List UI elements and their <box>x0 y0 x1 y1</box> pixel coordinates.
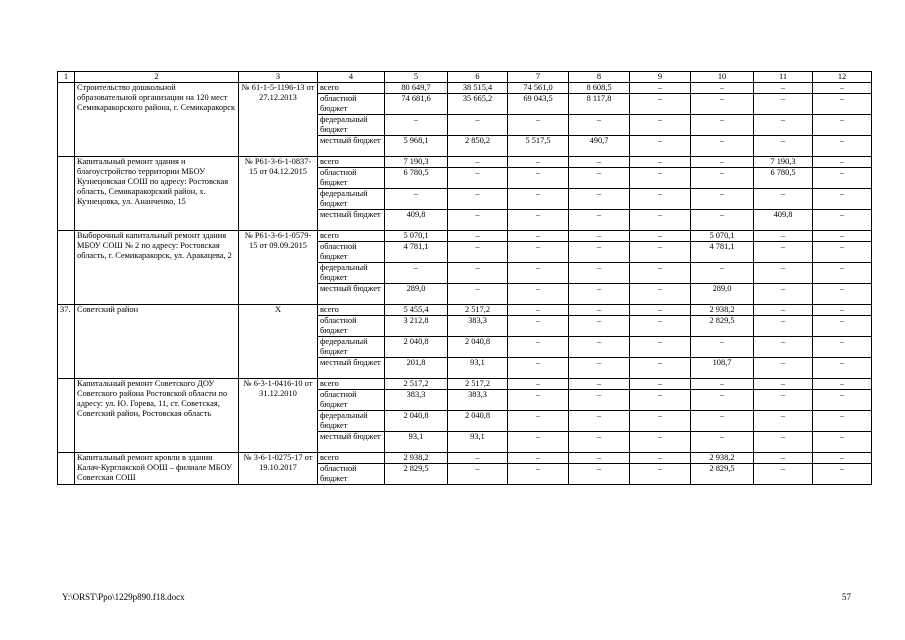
amount-cell: – <box>569 115 630 136</box>
amount-cell: 38 515,4 <box>448 83 508 94</box>
amount-cell: – <box>508 453 569 464</box>
funding-source: областной бюджет <box>318 464 385 485</box>
amount-cell: – <box>630 305 691 316</box>
funding-source: областной бюджет <box>318 168 385 189</box>
footer-file-path: Y:\ORST\Ppo\1229p890.f18.docx <box>62 592 185 602</box>
amount-cell: 383,3 <box>448 390 508 411</box>
amount-cell: – <box>630 189 691 210</box>
amount-cell: – <box>508 189 569 210</box>
amount-cell: 409,8 <box>385 210 448 231</box>
amount-cell: – <box>691 210 754 231</box>
amount-cell: 2 040,8 <box>448 337 508 358</box>
amount-cell: – <box>813 115 872 136</box>
column-header: 11 <box>754 72 813 83</box>
funding-source: всего <box>318 157 385 168</box>
object-name: Капитальный ремонт здания и благоустройство территории МБОУ Кузнецовская СОШ по адресу: Ростовская область, Семикаракорский район, х. Кузнецовка, ул. Ананченко, 15 <box>75 157 239 231</box>
amount-cell: – <box>630 464 691 485</box>
amount-cell: – <box>385 263 448 284</box>
amount-cell: – <box>569 189 630 210</box>
amount-cell: 383,3 <box>385 390 448 411</box>
amount-cell: – <box>508 157 569 168</box>
amount-cell: – <box>754 432 813 453</box>
amount-cell: 2 829,5 <box>385 464 448 485</box>
amount-cell: – <box>630 242 691 263</box>
amount-cell: – <box>813 168 872 189</box>
amount-cell: – <box>569 157 630 168</box>
table-row <box>58 83 872 94</box>
amount-cell: – <box>813 189 872 210</box>
amount-cell: – <box>754 94 813 115</box>
amount-cell: 409,8 <box>754 210 813 231</box>
amount-cell: – <box>691 337 754 358</box>
amount-cell: – <box>630 358 691 379</box>
amount-cell: – <box>448 115 508 136</box>
amount-cell: – <box>754 115 813 136</box>
amount-cell: – <box>448 157 508 168</box>
amount-cell: – <box>508 210 569 231</box>
column-header: 4 <box>318 72 385 83</box>
amount-cell: 5 070,1 <box>385 231 448 242</box>
amount-cell: 35 665,2 <box>448 94 508 115</box>
amount-cell: – <box>754 305 813 316</box>
amount-cell: – <box>508 390 569 411</box>
column-header: 1 <box>58 72 75 83</box>
amount-cell: 74 681,6 <box>385 94 448 115</box>
amount-cell: 4 781,1 <box>691 242 754 263</box>
object-name: Капитальный ремонт кровли в здании Калач-Курглакской ООШ – филиале МБОУ Советская СОШ <box>75 453 239 485</box>
funding-source: областной бюджет <box>318 94 385 115</box>
amount-cell: 8 608,5 <box>569 83 630 94</box>
amount-cell: 2 938,2 <box>691 305 754 316</box>
amount-cell: – <box>630 136 691 157</box>
amount-cell: – <box>754 379 813 390</box>
amount-cell: – <box>813 157 872 168</box>
amount-cell: – <box>508 464 569 485</box>
amount-cell: 93,1 <box>385 432 448 453</box>
expertise-conclusion: № 6-3-1-0416-10 от 31.12.2010 <box>239 379 318 453</box>
funding-source: областной бюджет <box>318 316 385 337</box>
amount-cell: – <box>813 464 872 485</box>
amount-cell: – <box>508 379 569 390</box>
amount-cell: – <box>569 411 630 432</box>
column-header: 9 <box>630 72 691 83</box>
amount-cell: – <box>754 263 813 284</box>
amount-cell: – <box>569 231 630 242</box>
amount-cell: – <box>754 453 813 464</box>
amount-cell: – <box>754 390 813 411</box>
amount-cell: 3 212,8 <box>385 316 448 337</box>
amount-cell: – <box>569 379 630 390</box>
amount-cell: – <box>630 210 691 231</box>
object-name: Советский район <box>75 305 239 379</box>
column-header: 2 <box>75 72 239 83</box>
amount-cell: – <box>691 263 754 284</box>
expertise-conclusion: № 3-6-1-0275-17 от 19.10.2017 <box>239 453 318 485</box>
object-name: Выборочный капитальный ремонт здания МБОУ СОШ № 2 по адресу: Ростовская область, г. Семикаракорск, ул. Аракацева, 2 <box>75 231 239 305</box>
amount-cell: 5 070,1 <box>691 231 754 242</box>
funding-source: местный бюджет <box>318 358 385 379</box>
amount-cell: – <box>508 263 569 284</box>
amount-cell: – <box>508 168 569 189</box>
table-row <box>58 453 872 464</box>
amount-cell: – <box>569 168 630 189</box>
amount-cell: – <box>630 263 691 284</box>
amount-cell: – <box>691 390 754 411</box>
amount-cell: – <box>508 358 569 379</box>
amount-cell: – <box>813 94 872 115</box>
amount-cell: 289,0 <box>691 284 754 305</box>
expertise-conclusion: № Р61-3-6-1-0579-15 от 09.09.2015 <box>239 231 318 305</box>
amount-cell: – <box>813 83 872 94</box>
amount-cell: 7 190,3 <box>385 157 448 168</box>
object-name: Капитальный ремонт Советского ДОУ Советского района Ростовской области по адресу: ул. Ю. Горева, 11, ст. Советская, Советский район, Ростовская область <box>75 379 239 453</box>
amount-cell: – <box>569 390 630 411</box>
amount-cell: – <box>754 284 813 305</box>
amount-cell: – <box>508 284 569 305</box>
amount-cell: – <box>813 358 872 379</box>
amount-cell: 93,1 <box>448 432 508 453</box>
amount-cell: – <box>569 242 630 263</box>
amount-cell: – <box>754 316 813 337</box>
amount-cell: – <box>569 316 630 337</box>
amount-cell: – <box>813 390 872 411</box>
amount-cell: – <box>691 189 754 210</box>
amount-cell: 201,8 <box>385 358 448 379</box>
amount-cell: – <box>508 337 569 358</box>
amount-cell: 2 040,8 <box>385 337 448 358</box>
amount-cell: 74 561,0 <box>508 83 569 94</box>
amount-cell: – <box>385 189 448 210</box>
amount-cell: – <box>448 231 508 242</box>
amount-cell: – <box>630 157 691 168</box>
amount-cell: – <box>754 83 813 94</box>
footer-page-number: 57 <box>842 592 851 602</box>
amount-cell: – <box>813 210 872 231</box>
amount-cell: – <box>630 94 691 115</box>
amount-cell: – <box>448 210 508 231</box>
amount-cell: – <box>754 136 813 157</box>
amount-cell: 2 040,8 <box>385 411 448 432</box>
row-number <box>58 83 75 157</box>
expertise-conclusion: Х <box>239 305 318 379</box>
row-number <box>58 453 75 485</box>
amount-cell: – <box>691 83 754 94</box>
amount-cell: – <box>508 316 569 337</box>
amount-cell: – <box>569 263 630 284</box>
funding-source: всего <box>318 305 385 316</box>
amount-cell: – <box>691 157 754 168</box>
amount-cell: – <box>508 115 569 136</box>
amount-cell: – <box>569 432 630 453</box>
amount-cell: – <box>754 189 813 210</box>
amount-cell: – <box>448 464 508 485</box>
amount-cell: – <box>508 432 569 453</box>
amount-cell: – <box>630 390 691 411</box>
amount-cell: – <box>813 337 872 358</box>
expertise-conclusion: № 61-1-5-1196-13 от 27.12.2013 <box>239 83 318 157</box>
column-header: 6 <box>448 72 508 83</box>
funding-source: областной бюджет <box>318 390 385 411</box>
amount-cell: – <box>691 411 754 432</box>
funding-source: всего <box>318 379 385 390</box>
amount-cell: – <box>813 284 872 305</box>
amount-cell: – <box>569 337 630 358</box>
amount-cell: 69 043,5 <box>508 94 569 115</box>
funding-source: всего <box>318 231 385 242</box>
row-number <box>58 231 75 305</box>
amount-cell: – <box>691 168 754 189</box>
amount-cell: – <box>630 168 691 189</box>
expertise-conclusion: № Р61-3-6-1-0837-15 от 04.12.2015 <box>239 157 318 231</box>
amount-cell: – <box>813 453 872 464</box>
amount-cell: – <box>754 242 813 263</box>
amount-cell: – <box>448 189 508 210</box>
amount-cell: – <box>385 115 448 136</box>
amount-cell: – <box>569 453 630 464</box>
funding-source: всего <box>318 453 385 464</box>
amount-cell: 2 517,2 <box>448 305 508 316</box>
amount-cell: – <box>813 231 872 242</box>
funding-source: федеральный бюджет <box>318 263 385 284</box>
amount-cell: 2 040,8 <box>448 411 508 432</box>
amount-cell: – <box>630 316 691 337</box>
amount-cell: 80 649,7 <box>385 83 448 94</box>
object-name: Строительство дошкольной образовательной организации на 120 мест Семикаракорского района, г. Семикаракорск <box>75 83 239 157</box>
budget-table <box>57 71 872 485</box>
amount-cell: – <box>813 432 872 453</box>
amount-cell: – <box>754 411 813 432</box>
amount-cell: – <box>630 453 691 464</box>
amount-cell: – <box>448 168 508 189</box>
funding-source: федеральный бюджет <box>318 189 385 210</box>
amount-cell: – <box>691 379 754 390</box>
funding-source: областной бюджет <box>318 242 385 263</box>
column-header: 8 <box>569 72 630 83</box>
amount-cell: 4 781,1 <box>385 242 448 263</box>
amount-cell: 2 829,5 <box>691 316 754 337</box>
funding-source: местный бюджет <box>318 210 385 231</box>
amount-cell: – <box>508 411 569 432</box>
header-row <box>58 72 872 83</box>
amount-cell: – <box>754 464 813 485</box>
column-header: 5 <box>385 72 448 83</box>
row-number <box>58 157 75 231</box>
amount-cell: – <box>569 305 630 316</box>
amount-cell: – <box>813 263 872 284</box>
amount-cell: – <box>448 242 508 263</box>
amount-cell: 5 517,5 <box>508 136 569 157</box>
amount-cell: – <box>813 242 872 263</box>
amount-cell: 93,1 <box>448 358 508 379</box>
amount-cell: 490,7 <box>569 136 630 157</box>
amount-cell: – <box>630 83 691 94</box>
amount-cell: – <box>569 358 630 379</box>
amount-cell: – <box>813 411 872 432</box>
funding-source: федеральный бюджет <box>318 115 385 136</box>
amount-cell: – <box>569 464 630 485</box>
column-header: 7 <box>508 72 569 83</box>
amount-cell: – <box>813 136 872 157</box>
amount-cell: – <box>813 379 872 390</box>
amount-cell: – <box>691 136 754 157</box>
amount-cell: – <box>630 115 691 136</box>
funding-source: местный бюджет <box>318 136 385 157</box>
amount-cell: – <box>691 115 754 136</box>
amount-cell: 7 190,3 <box>754 157 813 168</box>
column-header: 10 <box>691 72 754 83</box>
amount-cell: 2 850,2 <box>448 136 508 157</box>
column-header: 12 <box>813 72 872 83</box>
amount-cell: 2 829,5 <box>691 464 754 485</box>
amount-cell: – <box>813 305 872 316</box>
table-row <box>58 305 872 316</box>
amount-cell: – <box>630 379 691 390</box>
amount-cell: – <box>448 263 508 284</box>
amount-cell: – <box>569 210 630 231</box>
amount-cell: – <box>630 432 691 453</box>
funding-source: всего <box>318 83 385 94</box>
amount-cell: 2 517,2 <box>448 379 508 390</box>
column-header: 3 <box>239 72 318 83</box>
amount-cell: 289,0 <box>385 284 448 305</box>
amount-cell: – <box>754 231 813 242</box>
amount-cell: 383,3 <box>448 316 508 337</box>
amount-cell: 6 780,5 <box>385 168 448 189</box>
amount-cell: – <box>508 242 569 263</box>
amount-cell: – <box>448 284 508 305</box>
amount-cell: – <box>508 305 569 316</box>
table-row <box>58 157 872 168</box>
table-row <box>58 379 872 390</box>
amount-cell: 6 780,5 <box>754 168 813 189</box>
amount-cell: – <box>630 284 691 305</box>
amount-cell: 108,7 <box>691 358 754 379</box>
amount-cell: 2 517,2 <box>385 379 448 390</box>
amount-cell: – <box>691 94 754 115</box>
funding-source: федеральный бюджет <box>318 411 385 432</box>
table-row <box>58 231 872 242</box>
amount-cell: – <box>691 432 754 453</box>
funding-source: местный бюджет <box>318 432 385 453</box>
amount-cell: – <box>630 337 691 358</box>
amount-cell: – <box>754 358 813 379</box>
amount-cell: 8 117,8 <box>569 94 630 115</box>
amount-cell: – <box>754 337 813 358</box>
amount-cell: – <box>813 316 872 337</box>
amount-cell: – <box>448 453 508 464</box>
amount-cell: – <box>569 284 630 305</box>
amount-cell: 5 455,4 <box>385 305 448 316</box>
funding-source: федеральный бюджет <box>318 337 385 358</box>
amount-cell: 5 968,1 <box>385 136 448 157</box>
amount-cell: – <box>630 231 691 242</box>
amount-cell: – <box>630 411 691 432</box>
amount-cell: 2 938,2 <box>691 453 754 464</box>
amount-cell: – <box>508 231 569 242</box>
funding-source: местный бюджет <box>318 284 385 305</box>
row-number: 37. <box>58 305 75 379</box>
row-number <box>58 379 75 453</box>
amount-cell: 2 938,2 <box>385 453 448 464</box>
